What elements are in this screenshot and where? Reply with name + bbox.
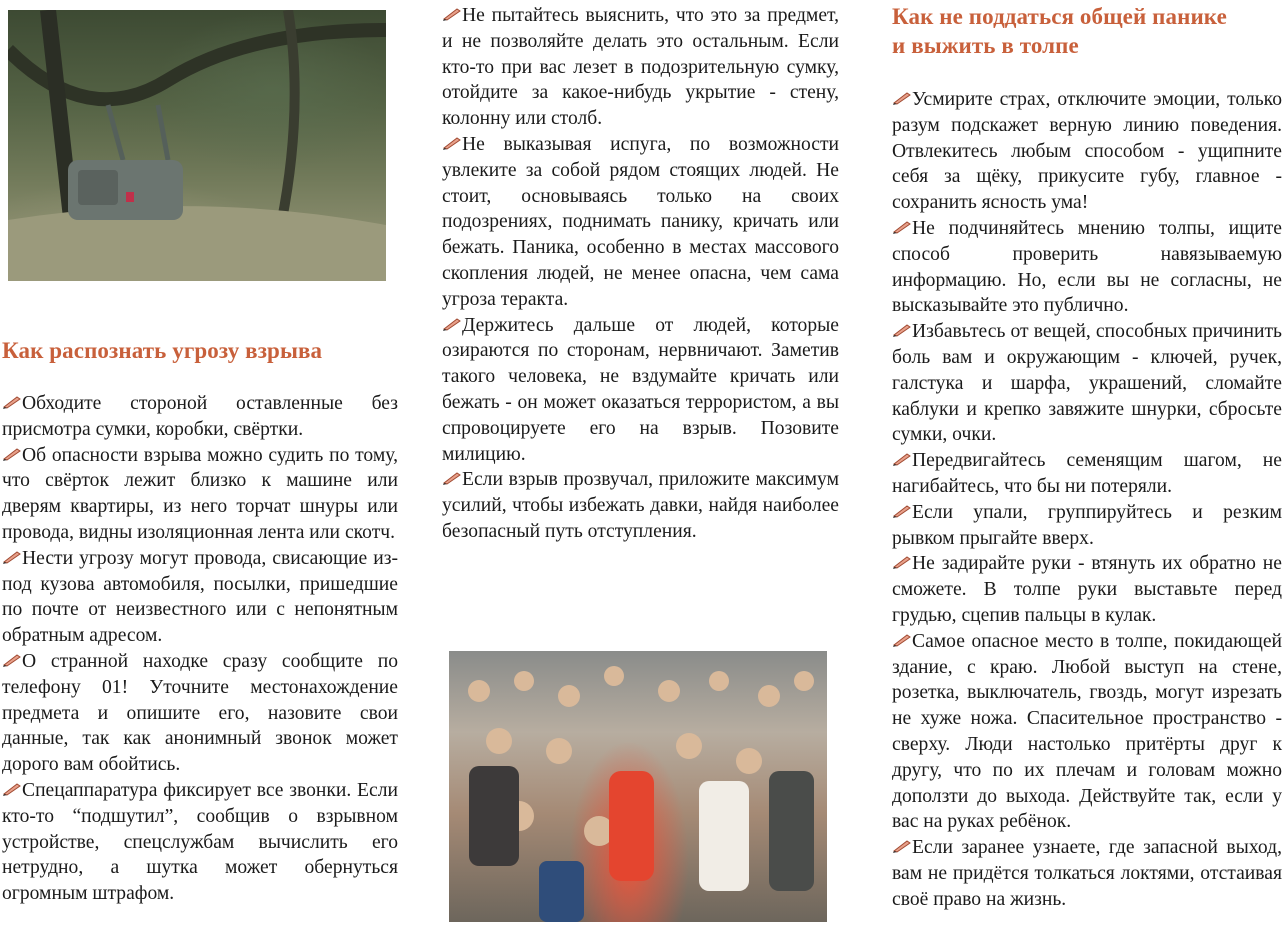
section2-heading-line2: и выжить в толпе	[892, 33, 1079, 58]
list-item: Избавьтесь от вещей, способных причинить боль вам и окружающим - ключей, ручек, галстука и шарфа, украшений, сломайте каблуки и крепко завяжите шнурки, сбросьте сумки, очки.	[892, 321, 1282, 446]
list-item: Если заранее узнаете, где запасной выход, вам не придётся толкаться локтями, отстаивая своё право на жизнь.	[892, 837, 1282, 910]
pencil-icon	[892, 555, 912, 569]
pencil-icon	[2, 395, 22, 409]
pencil-icon	[892, 839, 912, 853]
pencil-icon	[2, 550, 22, 564]
pencil-icon	[442, 317, 462, 331]
list-item: Обходите стороной оставленные без присмотра сумки, коробки, свёртки.	[2, 393, 398, 440]
pencil-icon	[442, 7, 462, 21]
crowd-photo	[449, 651, 827, 922]
bag-in-forest-photo	[8, 10, 386, 281]
list-item: Нести угрозу могут провода, свисающие из-под кузова автомобиля, посылки, пришедшие по почте от неизвестного или с непонятным обратным адресом.	[2, 547, 398, 647]
list-item: Не задирайте руки - втянуть их обратно не сможете. В толпе руки выставьте перед грудью, сцепив пальцы в кулак.	[892, 553, 1282, 626]
list-item: Если упали, группируйтесь и резким рывком прыгайте вверх.	[892, 501, 1282, 549]
list-item: Не пытайтесь выяснить, что это за предмет, и не позволяйте делать это остальным. Если кто-то при вас лезет в подозрительную сумку, отойдите за какое-нибудь укрытие - стену, колонну или столб.	[442, 5, 839, 130]
threat-column	[2, 336, 398, 907]
pencil-icon	[892, 91, 912, 105]
list-item: Самое опасное место в толпе, покидающей здание, с краю. Любой выступ на стене, розетка, выключатель, гвоздь, могут изрезать не хуже ножа. Спасительное пространство - сверху. Люди настолько притёрты друг к другу, что по их плечам и головам можно доползти до выхода. Действуйте так, если у вас на руках ребёнок.	[892, 630, 1282, 833]
pencil-icon	[2, 782, 22, 796]
pencil-icon	[892, 452, 912, 466]
section2-heading-line1: Как не поддаться общей панике	[892, 4, 1227, 29]
list-item: Держитесь дальше от людей, которые озираются по сторонам, нервничают. Заметив такого человека, не вздумайте кричать или бежать - он может оказаться террористом, а вы спровоцируете его на взрыв. Позовите милицию.	[442, 314, 839, 465]
section1-heading: Как распознать угрозу взрыва	[2, 338, 323, 363]
pencil-icon	[2, 653, 22, 667]
list-item: Если взрыв прозвучал, приложите максимум усилий, чтобы избежать давки, найдя наиболее безопасный путь отступления.	[442, 469, 839, 542]
list-item: Не подчиняйтесь мнению толпы, ищите способ проверить навязываемую информацию. Но, если вы не согласны, не высказывайте это публично.	[892, 217, 1282, 317]
list-item: Не выказывая испуга, по возможности увлеките за собой рядом стоящих людей. Не стоит, основываясь только на своих подозрениях, поднимать панику, кричать или бежать. Паника, особенно в местах массового скопления людей, не менее опасна, чем сама угроза теракта.	[442, 133, 839, 310]
pencil-icon	[892, 504, 912, 518]
section2-heading	[892, 2, 1282, 60]
list-item: Спецаппаратура фиксирует все звонки. Если кто-то “подшутил”, сообщив о взрывном устройстве, спецслужбам вычислить его нетрудно, а шутка может обернуться огромным штрафом.	[2, 779, 398, 905]
pencil-icon	[892, 633, 912, 647]
pencil-icon	[442, 471, 462, 485]
pencil-icon	[442, 136, 462, 150]
pencil-icon	[892, 220, 912, 234]
threat-column-continued	[442, 3, 839, 545]
list-item: Передвигайтесь семенящим шагом, не нагибайтесь, что бы ни потеряли.	[892, 450, 1282, 497]
pencil-icon	[2, 447, 22, 461]
crowd-column	[892, 2, 1282, 913]
pencil-icon	[892, 323, 912, 337]
list-item: Усмирите страх, отключите эмоции, только разум подскажет верную линию поведения. Отвлекитесь любым способом - ущипните себя за щёку, прикусите губу, главное - сохранить ясность ума!	[892, 89, 1282, 214]
list-item: О странной находке сразу сообщите по телефону 01! Уточните местонахождение предмета и опишите его, назовите свои данные, так как анонимный звонок может дорого вам обойтись.	[2, 650, 398, 776]
list-item: Об опасности взрыва можно судить по тому, что свёрток лежит близко к машине или дверям квартиры, из него торчат шнуры или провода, видны изоляционная лента или скотч.	[2, 444, 398, 543]
